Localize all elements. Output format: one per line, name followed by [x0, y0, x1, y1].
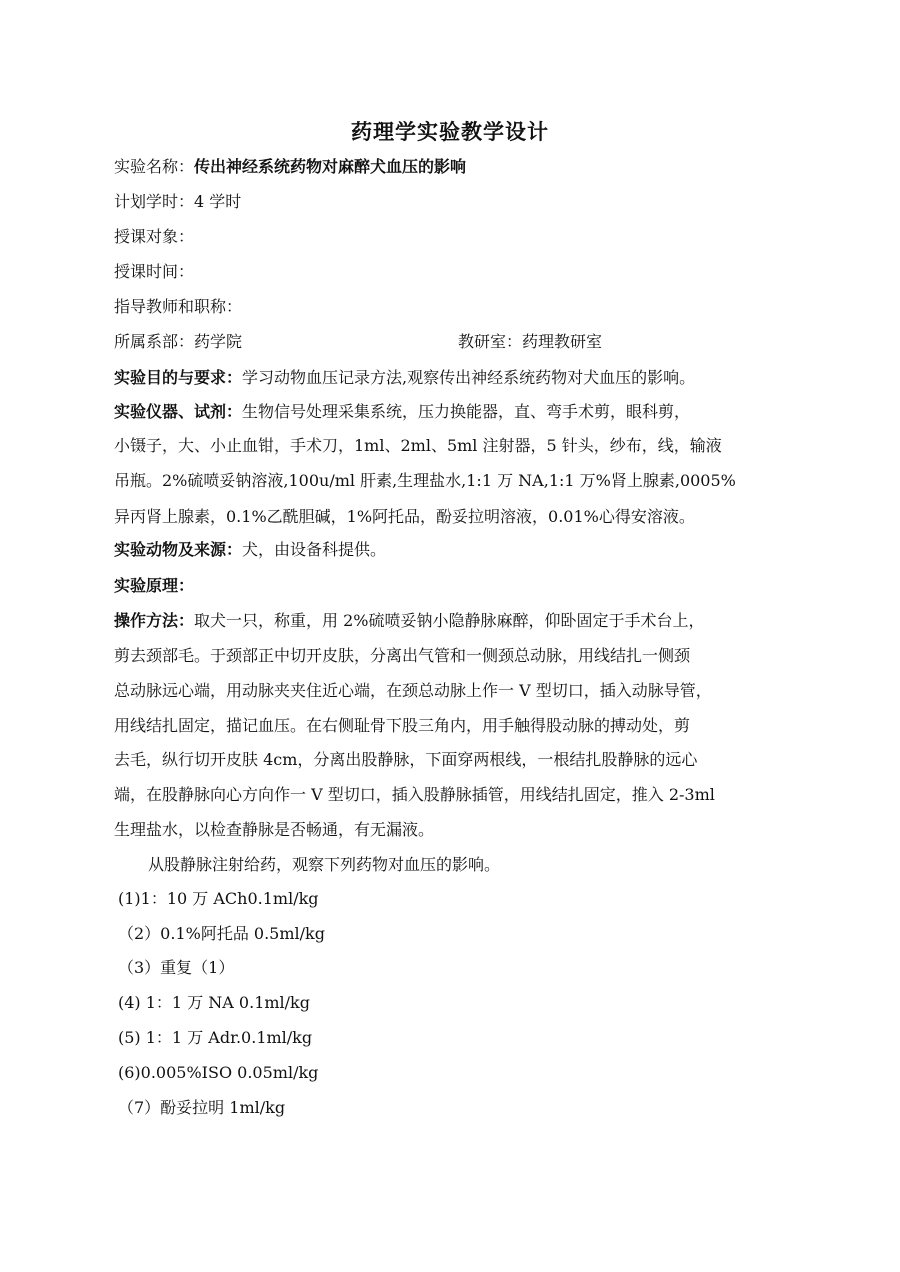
department: 所属系部：药学院 [114, 332, 243, 351]
method-text-1: 取犬一只，称重，用 2%硫喷妥钠小隐静脉麻醉，仰卧固定于手术台上， [194, 611, 705, 630]
drug-item: （7）酚妥拉明 1ml/kg [118, 1098, 286, 1117]
drug-item: (5) 1：1 万 Adr.0.1ml/kg [118, 1028, 313, 1047]
equipment-row [114, 400, 794, 424]
department-row [114, 330, 794, 354]
animal-label: 实验动物及来源： [114, 540, 243, 559]
experiment-name-label: 实验名称： [114, 157, 195, 176]
experiment-name-row [114, 155, 794, 179]
equipment-label: 实验仪器、试剂： [114, 402, 243, 421]
animal-row [114, 538, 794, 562]
experiment-name-value: 传出神经系统药物对麻醉犬血压的影响 [194, 157, 467, 176]
teaching-office: 教研室：药理教研室 [458, 332, 603, 351]
drug-item: （3）重复（1） [118, 958, 235, 977]
method-text-5: 去毛，纵行切开皮肤 4cm，分离出股静脉，下面穿两根线，一根结扎股静脉的远心 [114, 750, 698, 769]
method-text-7: 生理盐水，以检查静脉是否畅通，有无漏液。 [114, 820, 435, 839]
method-text-6: 端，在股静脉向心方向作一 V 型切口，插入股静脉插管，用线结扎固定，推入 2-3ml [114, 785, 715, 804]
planned-hours: 计划学时：4 学时 [114, 192, 242, 211]
teaching-time: 授课时间： [114, 262, 195, 281]
document-title: 药理学实验教学设计 [351, 119, 549, 144]
teaching-audience: 授课对象： [114, 227, 195, 246]
purpose-text: 学习动物血压记录方法,观察传出神经系统药物对犬血压的影响。 [242, 368, 696, 387]
drug-item: (1)1：10 万 ACh0.1ml/kg [118, 889, 319, 908]
method-text-2: 剪去颈部毛。于颈部正中切开皮肤，分离出气管和一侧颈总动脉，用线结扎一侧颈 [114, 646, 691, 665]
method-row [114, 609, 794, 633]
instructor-title: 指导教师和职称： [114, 297, 243, 316]
drug-item: (4) 1：1 万 NA 0.1ml/kg [118, 993, 310, 1012]
purpose-label: 实验目的与要求： [114, 368, 243, 387]
method-text-4: 用线结扎固定，描记血压。在右侧耻骨下股三角内，用手触得股动脉的搏动处，剪 [114, 716, 691, 735]
method-text-3: 总动脉远心端，用动脉夹夹住近心端，在颈总动脉上作一 V 型切口，插入动脉导管， [114, 681, 712, 700]
method-text-8: 从股静脉注射给药，观察下列药物对血压的影响。 [148, 855, 501, 874]
equipment-text-1: 生物信号处理采集系统，压力换能器，直、弯手术剪，眼科剪， [242, 402, 691, 421]
principle-label: 实验原理： [114, 576, 195, 595]
drug-item: (6)0.005%ISO 0.05ml/kg [118, 1063, 319, 1082]
method-label: 操作方法： [114, 611, 195, 630]
equipment-text-4: 异丙肾上腺素，0.1%乙酰胆碱，1%阿托品，酚妥拉明溶液，0.01%心得安溶液。 [114, 507, 695, 526]
drug-item: （2）0.1%阿托品 0.5ml/kg [118, 924, 325, 943]
equipment-text-3: 吊瓶。2%硫喷妥钠溶液,100u/ml 肝素,生理盐水,1:1 万 NA,1:1 万%肾上腺素,0005% [114, 471, 736, 490]
animal-text: 犬，由设备科提供。 [242, 540, 387, 559]
purpose-row [114, 366, 794, 390]
equipment-text-2: 小镊子，大、小止血钳，手术刀，1ml、2ml、5ml 注射器，5 针头，纱布，线，输液 [114, 436, 722, 455]
